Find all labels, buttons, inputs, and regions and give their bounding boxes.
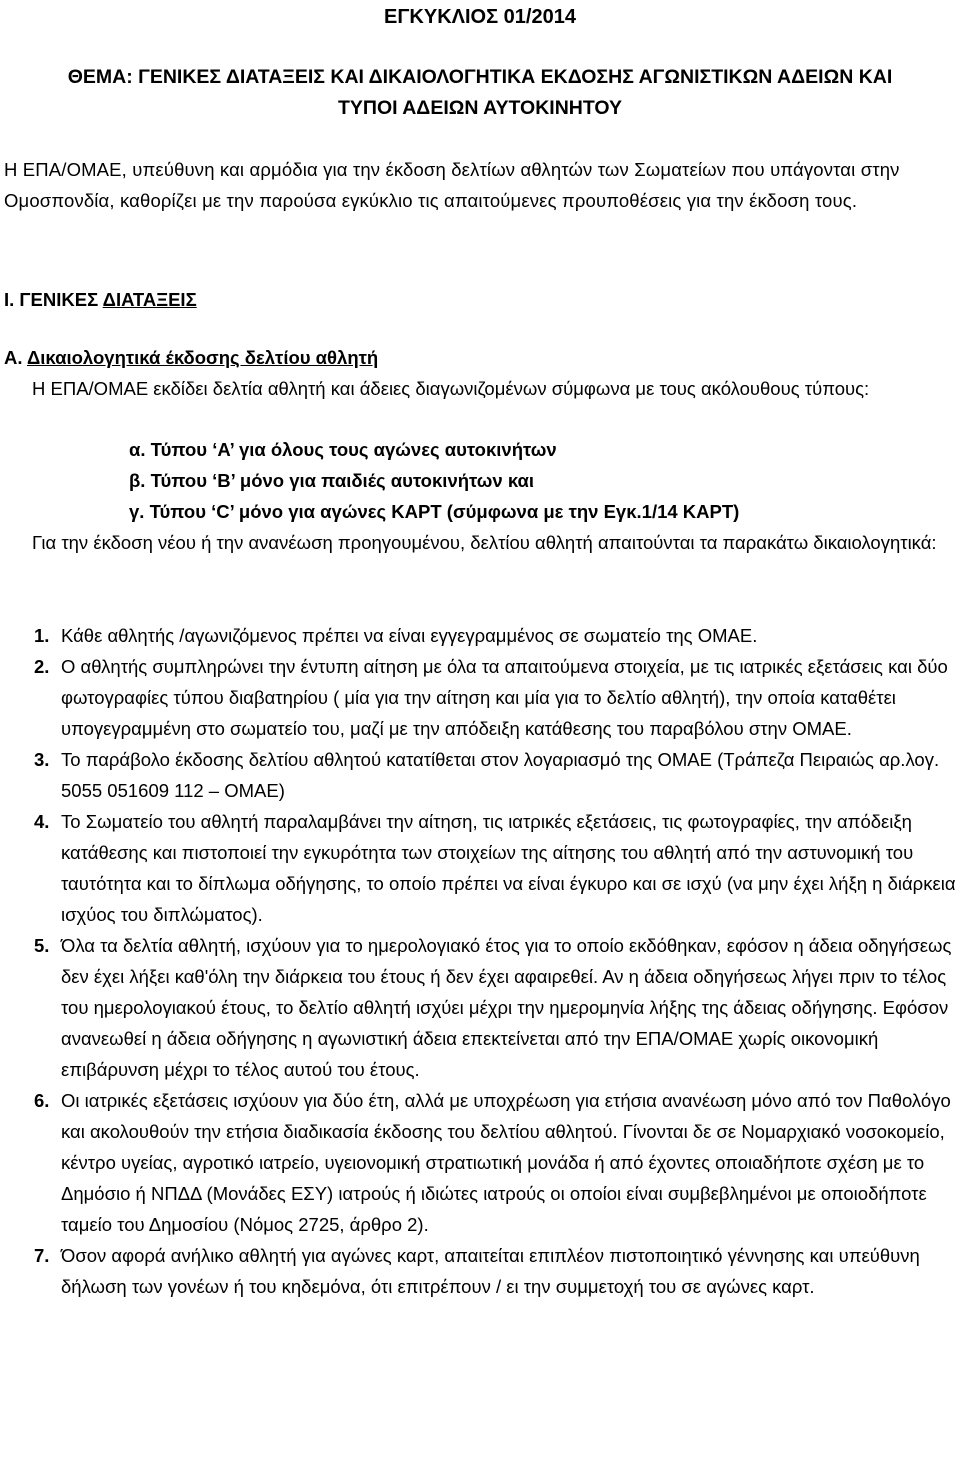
- license-type-b: β. Τύπου ‘Β’ μόνο για παιδιές αυτοκινήτων και: [129, 470, 535, 491]
- requirements-intro: Για την έκδοση νέου ή την ανανέωση προηγουμένου, δελτίου αθλητή απαιτούνται τα παρακάτω δικαιολογητικά:: [32, 532, 937, 553]
- license-types-list: [129, 434, 739, 527]
- section-heading: [4, 284, 197, 315]
- license-type-c: γ. Τύπου ‘C’ μόνο για αγώνες ΚΑΡΤ (σύμφωνα με την Εγκ.1/14 ΚΑΡΤ): [129, 501, 740, 522]
- list-item: [0, 806, 956, 930]
- intro-paragraph: Η ΕΠΑ/ΟΜΑΕ, υπεύθυνη και αρμόδια για την έκδοση δελτίων αθλητών των Σωματείων που υπάγονται στην Ομοσπονδία, καθορίζει με την παρούσα εγκύκλιο τις απαιτούμενες προυποθέσεις για την έκδοση τους.: [4, 159, 900, 211]
- list-item-number: 2.: [34, 656, 50, 677]
- list-item-text: Κάθε αθλητής /αγωνιζόμενος πρέπει να είναι εγγεγραμμένος σε σωματείο της ΟΜΑΕ.: [61, 625, 758, 646]
- list-item-text: Το παράβολο έκδοσης δελτίου αθλητού κατατίθεται στον λογαριασμό της ΟΜΑΕ (Τράπεζα Πειραιώς αρ.λογ. 5055 051609 112 – ΟΜΑΕ): [61, 749, 940, 801]
- list-item-number: 3.: [34, 749, 50, 770]
- list-item-number: 1.: [34, 625, 50, 646]
- subject-heading: [0, 62, 960, 124]
- list-item: [0, 930, 956, 1085]
- requirements-list: [0, 620, 960, 1302]
- list-item: [0, 1085, 956, 1240]
- list-item-number: 7.: [34, 1245, 50, 1266]
- subject-line-2: ΤΥΠΟΙ ΑΔΕΙΩΝ ΑΥΤΟΚΙΝΗΤΟΥ: [337, 97, 623, 119]
- list-item: [0, 651, 956, 744]
- list-item: [0, 620, 956, 651]
- section-heading-prefix: Ι. ΓΕΝΙΚΕΣ: [4, 289, 103, 310]
- section-heading-underlined: ΔΙΑΤΑΞΕΙΣ: [102, 289, 197, 310]
- license-type-a: α. Τύπου ‘Α’ για όλους τους αγώνες αυτοκινήτων: [129, 439, 557, 460]
- subject-line-1: ΘΕΜΑ: ΓΕΝΙΚΕΣ ΔΙΑΤΑΞΕΙΣ ΚΑΙ ΔΙΚΑΙΟΛΟΓΗΤΙΚΑ ΕΚΔΟΣΗΣ ΑΓΩΝΙΣΤΙΚΩΝ ΑΔΕΙΩΝ ΚΑΙ: [67, 66, 893, 88]
- list-item: [0, 744, 956, 806]
- list-item-text: Οι ιατρικές εξετάσεις ισχύουν για δύο έτη, αλλά με υποχρέωση για ετήσια ανανέωση μόνο από τον Παθολόγο και ακολουθούν την ετήσια διαδικασία έκδοσης του δελτίου αθλητού. Γίνονται δε σε Νομαρχιακό νοσοκομείο, κέντρο υγείας, αγροτικό ιατρείο, υγειονομική στρατιωτική μονάδα ή από έχοντες οποιαδήποτε σχέση με το Δημόσιο ή ΝΠΔΔ (Μονάδες ΕΣΥ) ιατρούς ή ιδιώτες ιατρούς οι οποίοι είναι συμβεβλημένοι με οποιοδήποτε ταμείο του Δημοσίου (Νόμος 2725, άρθρο 2).: [61, 1090, 951, 1235]
- list-item-text: Όλα τα δελτία αθλητή, ισχύουν για το ημερολογιακό έτος για το οποίο εκδόθηκαν, εφόσον η άδεια οδηγήσεως δεν έχει λήξει καθ'όλη την διάρκεια του έτους ή δεν έχει αφαιρεθεί. Αν η άδεια οδηγήσεως λήγει πριν το τέλος του ημερολογιακού έτους, το δελτίο αθλητή ισχύει μέχρι την ημερομηνία λήξης της άδειας οδήγησης. Εφόσον ανανεωθεί η άδεια οδήγησης η αγωνιστική άδεια επεκτείνεται από την ΕΠΑ/ΟΜΑΕ χωρίς οικονομική επιβάρυνση μέχρι το τέλος αυτού του έτους.: [61, 935, 952, 1080]
- list-item: [0, 1240, 956, 1302]
- list-item-text: Ο αθλητής συμπληρώνει την έντυπη αίτηση με όλα τα απαιτούμενα στοιχεία, με τις ιατρικές εξετάσεις και δύο φωτογραφίες τύπου διαβατηρίου ( μία για την αίτηση και μία για το δελτίο αθλητή), την οποία καταθέτει υπογεγραμμένη στο σωματείο του, μαζί με την απόδειξη κατάθεσης του παραβόλου στην ΟΜΑΕ.: [61, 656, 948, 739]
- subsection-title: Δικαιολογητικά έκδοσης δελτίου αθλητή: [26, 347, 379, 368]
- subsection-heading: [4, 342, 378, 373]
- document-title: ΕΓΚΥΚΛΙΟΣ 01/2014: [384, 6, 576, 28]
- list-item-text: Όσον αφορά ανήλικο αθλητή για αγώνες καρτ, απαιτείται επιπλέον πιστοποιητικό γέννησης και υπεύθυνη δήλωση των γονέων ή του κηδεμόνα, ότι επιτρέπουν / ει την συμμετοχή του σε αγώνες καρτ.: [61, 1245, 920, 1297]
- list-item-number: 4.: [34, 811, 50, 832]
- list-item-number: 5.: [34, 935, 50, 956]
- list-item-number: 6.: [34, 1090, 50, 1111]
- subsection-prefix: Α.: [4, 347, 27, 368]
- subsection-paragraph: Η ΕΠΑ/ΟΜΑΕ εκδίδει δελτία αθλητή και άδειες διαγωνιζομένων σύμφωνα με τους ακόλουθους τύπους:: [32, 378, 870, 399]
- list-item-text: Το Σωματείο του αθλητή παραλαμβάνει την αίτηση, τις ιατρικές εξετάσεις, τις φωτογραφίες, την απόδειξη κατάθεσης και πιστοποιεί την εγκυρότητα των στοιχείων της αίτησης του αθλητή από την αστυνομική του ταυτότητα και το δίπλωμα οδήγησης, το οποίο πρέπει να είναι έγκυρο και σε ισχύ (να μην έχει λήξη η διάρκεια ισχύος του διπλώματος).: [61, 811, 956, 925]
